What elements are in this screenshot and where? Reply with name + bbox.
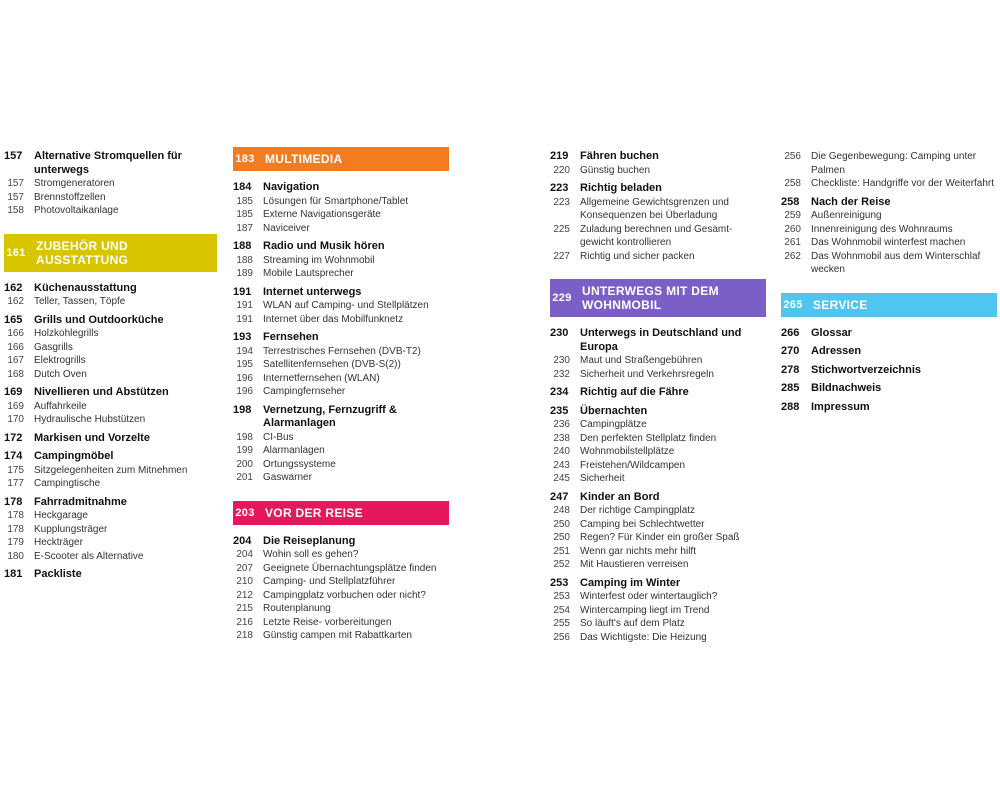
entry-page-number: 170 <box>7 414 24 425</box>
entry-title: Internet unterwegs <box>263 285 362 298</box>
toc-subentry[interactable] <box>4 400 217 414</box>
toc-subentry[interactable] <box>550 504 766 518</box>
entry-title: E-Scooter als Alternative <box>34 550 144 562</box>
toc-section-entry[interactable] <box>550 182 766 196</box>
toc-subentry[interactable] <box>550 196 766 223</box>
toc-subentry[interactable] <box>550 518 766 532</box>
toc-section-entry[interactable] <box>233 331 449 345</box>
toc-section-entry[interactable] <box>233 404 449 431</box>
chapter-title: ZUBEHÖR UND AUSSTATTUNG <box>36 238 129 267</box>
entry-page-number: 245 <box>553 473 570 484</box>
entry-title: Den perfekten Stellplatz finden <box>580 432 717 444</box>
entry-title: Externe Navigationsgeräte <box>263 209 381 220</box>
entry-title: Stromgeneratoren <box>34 178 115 189</box>
toc-subentry[interactable] <box>233 222 449 236</box>
entry-page-number: 188 <box>236 254 253 266</box>
toc-subentry[interactable] <box>4 327 217 341</box>
entry-title: Wohin soll es gehen? <box>263 549 359 560</box>
entry-title: Fernsehen <box>263 331 319 343</box>
toc-column-4 <box>781 150 997 414</box>
toc-subentry[interactable] <box>550 604 766 618</box>
entry-title: Allgemeine Gewichtsgrenzen und Konsequenzen bei Überladung <box>580 196 729 221</box>
entry-page-number: 198 <box>236 431 253 443</box>
toc-section-entry[interactable] <box>4 568 217 582</box>
entry-title: Gasgrills <box>34 341 73 353</box>
entry-page-number: 175 <box>7 464 24 476</box>
entry-title: Wintercamping liegt im Trend <box>580 604 710 616</box>
entry-page-number: 196 <box>236 372 253 384</box>
toc-section-entry[interactable] <box>4 150 217 177</box>
chapter-page-number: 183 <box>235 153 255 165</box>
toc-subentry[interactable] <box>4 341 217 355</box>
toc-subentry[interactable] <box>4 368 217 382</box>
entry-title: Vernetzung, Fernzugriff & Alarmanlagen <box>263 403 397 429</box>
entry-page-number: 199 <box>236 445 253 456</box>
entry-page-number: 167 <box>7 355 24 366</box>
chapter-page-number: 265 <box>783 298 803 311</box>
toc-column-2 <box>233 147 449 643</box>
entry-page-number: 248 <box>553 505 570 516</box>
toc-section-entry[interactable] <box>550 386 766 400</box>
entry-page-number: 215 <box>236 603 253 614</box>
entry-title: Stichwortverzeichnis <box>811 363 922 376</box>
entry-page-number: 270 <box>781 345 800 357</box>
entry-page-number: 278 <box>781 363 800 376</box>
entry-page-number: 168 <box>7 368 24 380</box>
toc-subentry[interactable] <box>4 191 217 205</box>
entry-page-number: 162 <box>4 281 23 294</box>
entry-title: Fähren buchen <box>580 150 659 162</box>
toc-section-entry[interactable] <box>4 432 217 446</box>
entry-page-number: 238 <box>553 432 570 444</box>
entry-page-number: 198 <box>233 403 252 416</box>
entry-page-number: 166 <box>7 328 24 339</box>
entry-page-number: 258 <box>784 178 801 189</box>
entry-title: Camping- und Stellplatzführer <box>263 576 396 587</box>
entry-title: Campingplatz vorbuchen oder nicht? <box>263 589 426 601</box>
toc-subentry[interactable] <box>4 477 217 491</box>
entry-title: Elektrogrills <box>34 355 86 366</box>
entry-title: Das Wichtigste: Die Heizung <box>580 631 707 643</box>
entry-page-number: 260 <box>784 223 801 235</box>
toc-section-entry[interactable] <box>550 150 766 164</box>
entry-page-number: 253 <box>553 591 570 602</box>
entry-title: So läuft's auf dem Platz <box>580 618 685 629</box>
toc-subentry[interactable] <box>4 295 217 309</box>
entry-page-number: 232 <box>553 368 570 380</box>
entry-page-number: 194 <box>236 345 253 357</box>
entry-title: Glossar <box>811 326 852 339</box>
entry-title: Regen? Für Kinder ein großer Spaß <box>580 532 740 543</box>
entry-title: Richtig und sicher packen <box>580 250 695 262</box>
entry-page-number: 235 <box>550 404 569 417</box>
chapter-heading[interactable] <box>781 293 997 317</box>
toc-subentry[interactable] <box>550 590 766 604</box>
entry-title: WLAN auf Camping- und Stellplätzen <box>263 300 429 311</box>
toc-subentry[interactable] <box>550 445 766 459</box>
entry-page-number: 262 <box>784 250 801 262</box>
toc-subentry[interactable] <box>233 562 449 576</box>
entry-title: Bildnachweis <box>811 382 882 394</box>
entry-title: Richtig beladen <box>580 182 662 194</box>
toc-section-entry[interactable] <box>550 327 766 354</box>
entry-title: Grills und Outdoorküche <box>34 313 164 326</box>
entry-page-number: 210 <box>236 576 253 587</box>
toc-subentry[interactable] <box>233 345 449 359</box>
entry-title: Die Gegenbewegung: Camping unter Palmen <box>811 151 977 176</box>
entry-title: Dutch Oven <box>34 368 87 380</box>
toc-subentry[interactable] <box>550 250 766 264</box>
entry-title: Sitzgelegenheiten zum Mitnehmen <box>34 464 188 476</box>
entry-title: Camping bei Schlechtwetter <box>580 518 705 530</box>
toc-subentry[interactable] <box>233 431 449 445</box>
entry-page-number: 288 <box>781 400 800 413</box>
toc-subentry[interactable] <box>233 385 449 399</box>
toc-subentry[interactable] <box>550 558 766 572</box>
entry-page-number: 177 <box>7 478 24 489</box>
entry-page-number: 189 <box>236 268 253 279</box>
toc-subentry[interactable] <box>233 267 449 281</box>
entry-page-number: 178 <box>7 523 24 535</box>
entry-page-number: 285 <box>781 382 800 394</box>
entry-title: Außenreinigung <box>811 210 882 221</box>
entry-page-number: 185 <box>236 209 253 220</box>
toc-section-entry[interactable] <box>781 327 997 341</box>
entry-page-number: 162 <box>7 296 24 307</box>
entry-page-number: 254 <box>553 604 570 616</box>
entry-title: Photovoltaikanlage <box>34 205 119 216</box>
chapter-heading[interactable] <box>233 501 449 525</box>
toc-subentry[interactable] <box>550 432 766 446</box>
toc-subentry[interactable] <box>550 368 766 382</box>
entry-title: Auffahrkeile <box>34 400 87 412</box>
entry-title: Gaswarner <box>263 472 312 483</box>
toc-subentry[interactable] <box>550 472 766 486</box>
toc-subentry[interactable] <box>233 471 449 485</box>
toc-subentry[interactable] <box>4 550 217 564</box>
toc-subentry[interactable] <box>550 223 766 250</box>
entry-page-number: 169 <box>7 400 24 412</box>
entry-title: Sicherheit <box>580 473 625 484</box>
toc-subentry[interactable] <box>233 602 449 616</box>
entry-title: Alternative Stromquellen für unterwegs <box>34 150 182 176</box>
toc-subentry[interactable] <box>4 536 217 550</box>
entry-page-number: 252 <box>553 559 570 570</box>
entry-page-number: 243 <box>553 459 570 471</box>
entry-page-number: 187 <box>236 222 253 234</box>
entry-title: Letzte Reise- vorbereitungen <box>263 616 392 628</box>
toc-subentry[interactable] <box>233 358 449 372</box>
entry-page-number: 157 <box>4 150 23 162</box>
entry-title: Alarmanlagen <box>263 445 325 456</box>
entry-title: Das Wohnmobil winterfest machen <box>811 237 966 248</box>
entry-title: Nivellieren und Abstützen <box>34 386 169 398</box>
entry-title: Innenreinigung des Wohnraums <box>811 223 953 235</box>
toc-subentry[interactable] <box>781 150 997 177</box>
entry-title: Camping im Winter <box>580 576 681 589</box>
entry-title: Sicherheit und Verkehrsregeln <box>580 368 714 380</box>
entry-page-number: 216 <box>236 616 253 628</box>
entry-page-number: 193 <box>233 331 252 343</box>
toc-column-1 <box>4 150 217 582</box>
entry-page-number: 201 <box>236 472 253 483</box>
entry-page-number: 266 <box>781 326 800 339</box>
entry-page-number: 212 <box>236 589 253 601</box>
entry-page-number: 200 <box>236 458 253 470</box>
chapter-page-number: 161 <box>6 246 26 259</box>
toc-subentry[interactable] <box>550 631 766 645</box>
toc-subentry[interactable] <box>4 523 217 537</box>
entry-title: Routenplanung <box>263 603 331 614</box>
toc-subentry[interactable] <box>233 444 449 458</box>
chapter-heading[interactable] <box>550 279 766 317</box>
entry-page-number: 230 <box>550 327 569 339</box>
toc-section-entry[interactable] <box>550 405 766 419</box>
toc-section-entry[interactable] <box>4 386 217 400</box>
entry-title: Maut und Straßengebühren <box>580 355 703 366</box>
toc-subentry[interactable] <box>233 195 449 209</box>
entry-page-number: 223 <box>550 182 569 194</box>
entry-page-number: 158 <box>7 205 24 216</box>
entry-page-number: 255 <box>553 618 570 629</box>
toc-section-entry[interactable] <box>4 450 217 464</box>
toc-section-entry[interactable] <box>550 577 766 591</box>
entry-title: Teller, Tassen, Töpfe <box>34 296 126 307</box>
toc-subentry[interactable] <box>550 418 766 432</box>
entry-title: Richtig auf die Fähre <box>580 386 689 398</box>
toc-subentry[interactable] <box>781 209 997 223</box>
toc-subentry[interactable] <box>233 208 449 222</box>
chapter-title: UNTERWEGS MIT DEM WOHNMOBIL <box>582 284 719 312</box>
entry-title: Mit Haustieren verreisen <box>580 559 689 570</box>
toc-subentry[interactable] <box>781 223 997 237</box>
entry-page-number: 234 <box>550 386 569 398</box>
toc-subentry[interactable] <box>550 545 766 559</box>
entry-title: Mobile Lautsprecher <box>263 268 354 279</box>
entry-title: Packliste <box>34 568 82 580</box>
entry-page-number: 247 <box>550 490 569 503</box>
entry-title: Markisen und Vorzelte <box>34 431 150 444</box>
entry-page-number: 191 <box>233 285 252 298</box>
toc-subentry[interactable] <box>550 617 766 631</box>
toc-section-entry[interactable] <box>781 345 997 359</box>
entry-page-number: 172 <box>4 431 23 444</box>
toc-section-entry[interactable] <box>4 282 217 296</box>
entry-page-number: 253 <box>550 576 569 589</box>
toc-section-entry[interactable] <box>550 491 766 505</box>
entry-title: Zuladung berechnen und Gesamt- gewicht kontrollieren <box>580 223 733 248</box>
entry-title: Der richtige Campingplatz <box>580 505 696 516</box>
toc-subentry[interactable] <box>233 313 449 327</box>
entry-page-number: 180 <box>7 550 24 562</box>
toc-subentry[interactable] <box>233 589 449 603</box>
entry-title: Ortungssysteme <box>263 458 336 470</box>
toc-subentry[interactable] <box>4 413 217 427</box>
toc-column-3 <box>550 150 766 644</box>
toc-subentry[interactable] <box>233 548 449 562</box>
chapter-page-number: 203 <box>235 506 255 519</box>
entry-page-number: 204 <box>236 549 253 560</box>
entry-title: Winterfest oder wintertauglich? <box>580 591 718 602</box>
entry-title: Kinder an Bord <box>580 490 660 503</box>
toc-subentry[interactable] <box>233 254 449 268</box>
entry-title: Adressen <box>811 345 862 357</box>
entry-page-number: 169 <box>4 386 23 398</box>
chapter-heading[interactable] <box>4 234 217 272</box>
entry-title: Campingfernseher <box>263 386 346 397</box>
entry-title: Radio und Musik hören <box>263 240 385 252</box>
entry-page-number: 256 <box>784 151 801 162</box>
toc-subentry[interactable] <box>550 354 766 368</box>
entry-title: Heckgarage <box>34 510 88 521</box>
entry-title: Wenn gar nichts mehr hilft <box>580 545 696 557</box>
entry-title: Nach der Reise <box>811 195 891 208</box>
entry-title: Küchenausstattung <box>34 281 137 294</box>
entry-title: Das Wohnmobil aus dem Winterschlaf wecken <box>811 250 981 275</box>
entry-title: Wohnmobilstellplätze <box>580 446 675 457</box>
entry-page-number: 184 <box>233 181 252 193</box>
toc-section-entry[interactable] <box>233 286 449 300</box>
entry-title: Kupplungsträger <box>34 523 108 535</box>
entry-page-number: 250 <box>553 518 570 530</box>
entry-page-number: 188 <box>233 240 252 252</box>
chapter-title: SERVICE <box>813 297 868 312</box>
toc-subentry[interactable] <box>781 177 997 191</box>
toc-subentry[interactable] <box>550 459 766 473</box>
entry-title: Geeignete Übernachtungsplätze finden <box>263 562 437 574</box>
entry-title: Campingplätze <box>580 419 647 430</box>
entry-page-number: 230 <box>553 355 570 366</box>
toc-section-entry[interactable] <box>233 535 449 549</box>
entry-page-number: 191 <box>236 313 253 325</box>
entry-page-number: 174 <box>4 450 23 462</box>
entry-page-number: 256 <box>553 631 570 643</box>
toc-section-entry[interactable] <box>781 401 997 415</box>
toc-section-entry[interactable] <box>233 181 449 195</box>
entry-page-number: 250 <box>553 532 570 543</box>
toc-subentry[interactable] <box>781 250 997 277</box>
entry-page-number: 259 <box>784 210 801 221</box>
entry-title: Günstig buchen <box>580 164 651 176</box>
toc-subentry[interactable] <box>781 236 997 250</box>
entry-title: Terrestrisches Fernsehen (DVB-T2) <box>263 345 421 357</box>
toc-subentry[interactable] <box>4 464 217 478</box>
toc-subentry[interactable] <box>233 616 449 630</box>
entry-title: Campingmöbel <box>34 450 114 462</box>
entry-title: Internetfernsehen (WLAN) <box>263 372 380 384</box>
entry-title: Impressum <box>811 400 870 413</box>
entry-page-number: 225 <box>553 223 570 235</box>
entry-page-number: 166 <box>7 341 24 353</box>
entry-title: Naviceiver <box>263 222 310 234</box>
toc-subentry[interactable] <box>233 372 449 386</box>
entry-page-number: 178 <box>4 495 23 508</box>
toc-subentry[interactable] <box>4 204 217 218</box>
entry-title: Günstig campen mit Rabattkarten <box>263 630 412 641</box>
toc-subentry[interactable] <box>233 575 449 589</box>
entry-page-number: 219 <box>550 150 569 162</box>
entry-page-number: 181 <box>4 568 23 580</box>
entry-page-number: 185 <box>236 195 253 207</box>
entry-title: Übernachten <box>580 404 648 417</box>
toc-subentry[interactable] <box>4 177 217 191</box>
chapter-heading[interactable] <box>233 147 449 171</box>
entry-page-number: 204 <box>233 534 252 547</box>
entry-page-number: 157 <box>7 178 24 189</box>
toc-subentry[interactable] <box>4 354 217 368</box>
entry-title: CI-Bus <box>263 431 294 443</box>
entry-title: Heckträger <box>34 537 83 548</box>
toc-subentry[interactable] <box>233 629 449 643</box>
entry-page-number: 220 <box>553 164 570 176</box>
entry-title: Internet über das Mobilfunknetz <box>263 313 404 325</box>
entry-page-number: 227 <box>553 250 570 262</box>
entry-page-number: 165 <box>4 313 23 326</box>
entry-title: Fahrradmitnahme <box>34 495 127 508</box>
toc-subentry[interactable] <box>4 509 217 523</box>
entry-page-number: 261 <box>784 237 801 248</box>
toc-subentry[interactable] <box>233 458 449 472</box>
entry-title: Freistehen/Wildcampen <box>580 459 686 471</box>
toc-subentry[interactable] <box>233 299 449 313</box>
toc-subentry[interactable] <box>550 164 766 178</box>
toc-section-entry[interactable] <box>4 314 217 328</box>
entry-title: Streaming im Wohnmobil <box>263 254 375 266</box>
entry-page-number: 236 <box>553 419 570 430</box>
entry-page-number: 251 <box>553 545 570 557</box>
toc-section-entry[interactable] <box>4 496 217 510</box>
entry-title: Die Reiseplanung <box>263 534 356 547</box>
entry-page-number: 178 <box>7 510 24 521</box>
chapter-title: VOR DER REISE <box>265 505 363 520</box>
toc-section-entry[interactable] <box>781 382 997 396</box>
entry-title: Lösungen für Smartphone/Tablet <box>263 195 409 207</box>
entry-page-number: 258 <box>781 195 800 208</box>
toc-section-entry[interactable] <box>233 240 449 254</box>
entry-page-number: 223 <box>553 196 570 208</box>
entry-page-number: 196 <box>236 386 253 397</box>
entry-title: Brennstoffzellen <box>34 191 106 203</box>
entry-page-number: 191 <box>236 300 253 311</box>
entry-page-number: 240 <box>553 446 570 457</box>
toc-section-entry[interactable] <box>781 196 997 210</box>
entry-page-number: 218 <box>236 630 253 641</box>
entry-title: Campingtische <box>34 478 101 489</box>
toc-section-entry[interactable] <box>781 364 997 378</box>
toc-subentry[interactable] <box>550 531 766 545</box>
chapter-title: MULTIMEDIA <box>265 152 343 166</box>
entry-page-number: 207 <box>236 562 253 574</box>
entry-page-number: 179 <box>7 537 24 548</box>
entry-title: Satellitenfernsehen (DVB-S(2)) <box>263 359 401 370</box>
entry-title: Checkliste: Handgriffe vor der Weiterfahrt <box>811 178 995 189</box>
entry-title: Unterwegs in Deutschland und Europa <box>580 327 742 353</box>
entry-title: Holzkohlegrills <box>34 328 99 339</box>
entry-title: Navigation <box>263 181 320 193</box>
entry-title: Hydraulische Hubstützen <box>34 414 146 425</box>
entry-page-number: 195 <box>236 359 253 370</box>
chapter-page-number: 229 <box>552 292 572 304</box>
entry-page-number: 157 <box>7 191 24 203</box>
